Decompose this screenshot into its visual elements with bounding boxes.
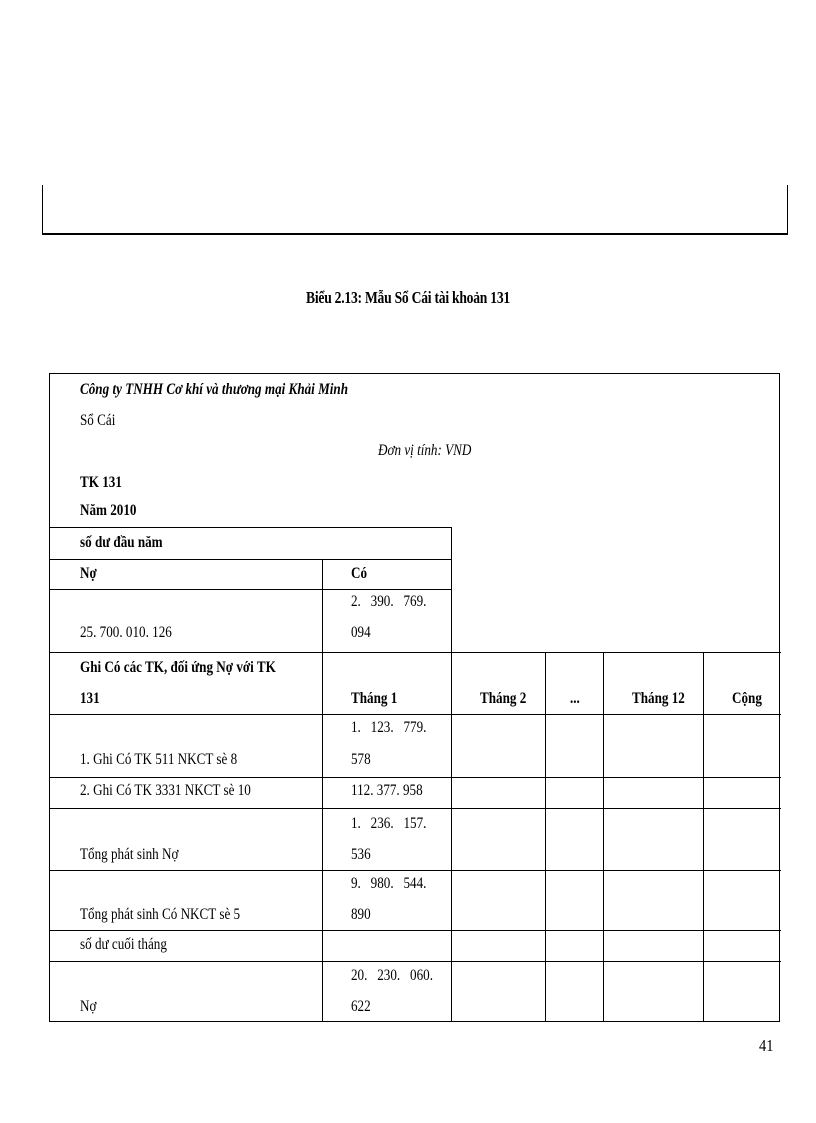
company-name: Công ty TNHH Cơ khí và thương mại Khải Minh [80,381,348,398]
row6-value-2: 622 [351,998,371,1015]
row1-label: 1. Ghi Có TK 511 NKCT sè 8 [80,751,238,768]
row4-label: Tổng phát sinh Có NKCT sè 5 [80,906,241,923]
opening-credit-value-2: 094 [351,624,371,641]
total-header: Cộng [732,690,762,707]
row6-label: Nợ [80,998,97,1015]
page-number: 41 [759,1036,774,1055]
ellipsis-header: ... [570,690,580,707]
row6-value-1: 20. 230. 060. [351,967,433,984]
row4-value-2: 890 [351,906,371,923]
row1-value-1: 1. 123. 779. [351,719,427,736]
row1-value-2: 578 [351,751,371,768]
row3-value-2: 536 [351,846,371,863]
row3-value-1: 1. 236. 157. [351,815,427,832]
month1-header: Tháng 1 [351,690,398,707]
desc-header-line1: Ghi Có các TK, đối ứng Nợ với TK [80,659,276,676]
year-label: Năm 2010 [80,502,137,519]
book-title: Sổ Cái [80,412,116,429]
desc-header-line2: 131 [80,690,100,707]
opening-debit-label: Nợ [80,565,97,582]
row5-label: số dư cuối tháng [80,936,167,953]
month2-header: Tháng 2 [480,690,527,707]
opening-debit-value: 25. 700. 010. 126 [80,624,172,641]
currency-unit: Đơn vị tính: VND [378,442,472,459]
opening-credit-value-1: 2. 390. 769. [351,593,427,610]
row2-label: 2. Ghi Có TK 3331 NKCT sè 10 [80,782,251,799]
figure-caption: Biểu 2.13: Mẫu Sổ Cái tài khoản 131 [306,288,510,307]
previous-content-box [42,185,788,235]
opening-balance-label: số dư đầu năm [80,534,163,551]
row3-label: Tổng phát sinh Nợ [80,846,179,863]
row2-value: 112. 377. 958 [351,782,423,799]
opening-credit-label: Có [351,565,368,582]
ledger-table [49,373,780,1022]
row4-value-1: 9. 980. 544. [351,875,427,892]
month12-header: Tháng 12 [632,690,685,707]
account-code: TK 131 [80,474,122,491]
